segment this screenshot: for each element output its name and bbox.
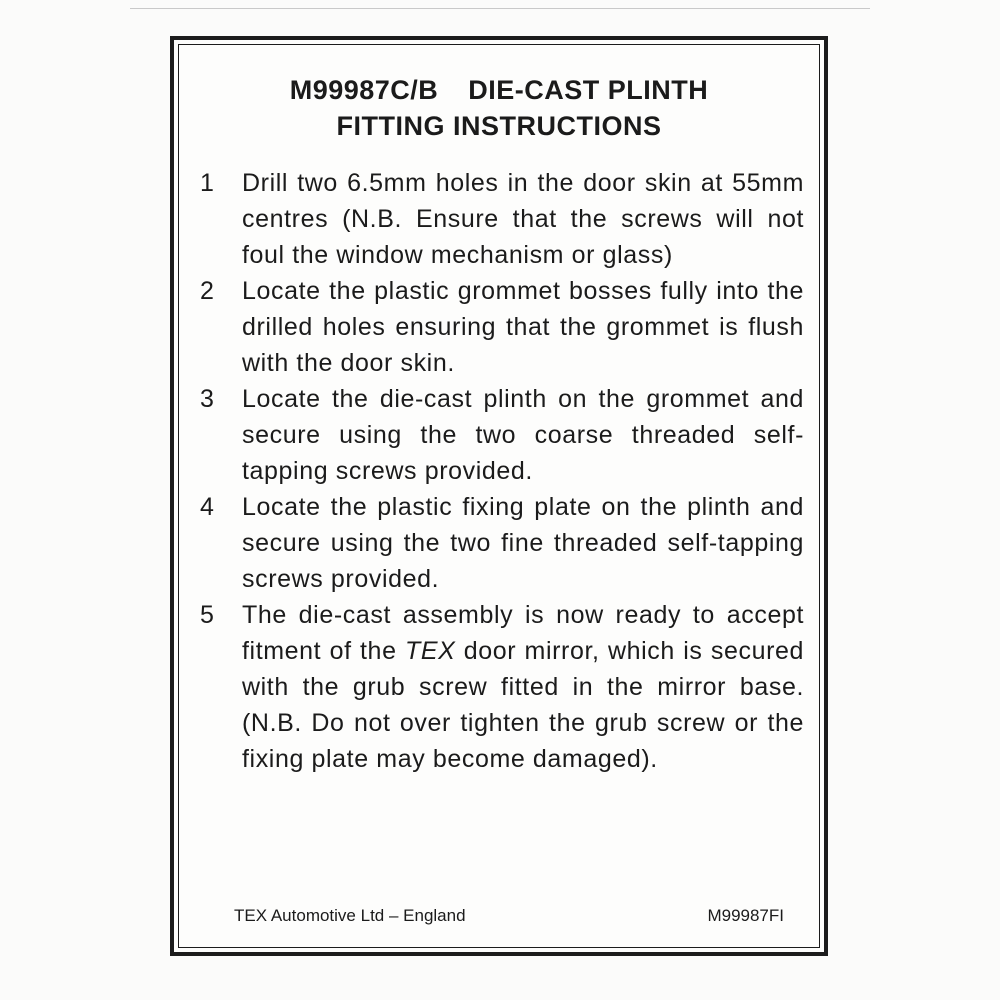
company-name: TEX Automotive Ltd – England: [234, 906, 466, 925]
step-number: 2: [200, 277, 215, 305]
part-code: M99987C/B: [289, 75, 439, 105]
step-text: [242, 597, 804, 777]
step-4: [200, 489, 804, 597]
step-number: 3: [200, 385, 215, 413]
subtitle: FITTING INSTRUCTIONS: [336, 111, 662, 141]
step-text: Drill two 6.5mm holes in the door skin at 55mm centres (N.B. Ensure that the screws will not foul the window mechanism or glass): [242, 169, 804, 269]
steps-list: [200, 165, 804, 777]
step-5: [200, 597, 804, 777]
step-text-after: door mirror, which is secured with the grub screw fitted in the mirror base. (N.B. Do not over tighten the grub screw or the fixing plate may become damaged).: [242, 637, 805, 773]
brand-name: TEX: [404, 637, 456, 665]
step-text-before: The die-cast assembly is now ready to accept fitment of the: [242, 601, 804, 665]
step-1: [200, 165, 804, 273]
step-number: 5: [200, 601, 215, 629]
step-number: 4: [200, 493, 215, 521]
step-number: 1: [200, 169, 215, 197]
title-line: [174, 75, 824, 106]
document-ref: M99987FI: [707, 906, 784, 925]
step-3: [200, 381, 804, 489]
footer: [234, 906, 784, 926]
step-text: Locate the plastic fixing plate on the plinth and secure using the two fine threaded self-tapping screws provided.: [242, 493, 804, 593]
step-2: [200, 273, 804, 381]
step-text: Locate the die-cast plinth on the grommet and secure using the two coarse threaded self-tapping screws provided.: [242, 385, 804, 485]
instruction-card: [170, 36, 828, 956]
step-text: Locate the plastic grommet bosses fully into the drilled holes ensuring that the grommet is flush with the door skin.: [242, 277, 804, 377]
product-name: DIE-CAST PLINTH: [468, 75, 709, 105]
scan-edge-line: [130, 8, 870, 9]
